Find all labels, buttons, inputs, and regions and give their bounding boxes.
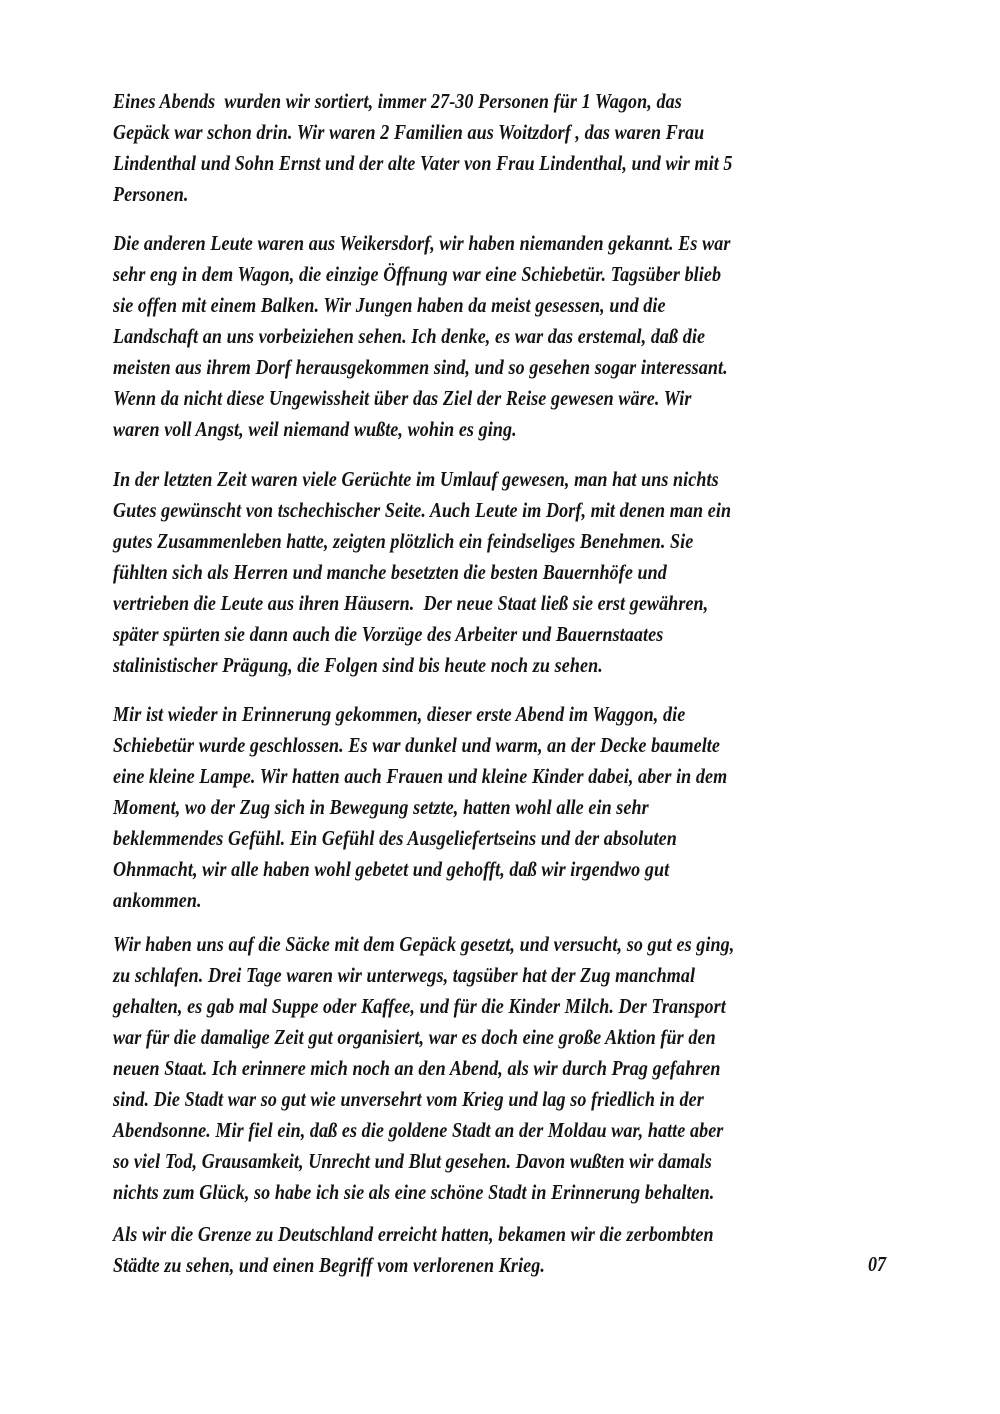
paragraph-4 <box>113 699 913 916</box>
text-line: sehr eng in dem Wagon, die einzige Öffnung war eine Schiebetür. Tagsüber blieb <box>113 262 722 286</box>
text-line: waren voll Angst, weil niemand wußte, wohin es ging. <box>113 417 517 441</box>
text-line: Ohnmacht, wir alle haben wohl gebetet und gehofft, daß wir irgendwo gut <box>113 857 670 881</box>
text-line: Moment, wo der Zug sich in Bewegung setzte, hatten wohl alle ein sehr <box>113 795 649 819</box>
text-line: Landschaft an uns vorbeiziehen sehen. Ich denke, es war das erstemal, daß die <box>113 324 706 348</box>
text-line: vertrieben die Leute aus ihren Häusern. Der neue Staat ließ sie erst gewähren, <box>113 591 709 615</box>
paragraph-5 <box>113 929 913 1208</box>
text-line: Mir ist wieder in Erinnerung gekommen, dieser erste Abend im Waggon, die <box>113 702 686 726</box>
text-line: sie offen mit einem Balken. Wir Jungen haben da meist gesessen, und die <box>113 293 666 317</box>
text-line: Lindenthal und Sohn Ernst und der alte Vater von Frau Lindenthal, und wir mit 5 <box>113 151 733 175</box>
text-line: so viel Tod, Grausamkeit, Unrecht und Blut gesehen. Davon wußten wir damals <box>113 1149 712 1173</box>
text-line: In der letzten Zeit waren viele Gerüchte im Umlauf gewesen, man hat uns nichts <box>113 467 719 491</box>
text-line: Als wir die Grenze zu Deutschland erreicht hatten, bekamen wir die zerbombten <box>113 1222 714 1246</box>
text-line: fühlten sich als Herren und manche besetzten die besten Bauernhöfe und <box>113 560 667 584</box>
text-line: nichts zum Glück, so habe ich sie als eine schöne Stadt in Erinnerung behalten. <box>113 1180 715 1204</box>
text-line: Städte zu sehen, und einen Begriff vom verlorenen Krieg. <box>113 1253 545 1277</box>
text-line: später spürten sie dann auch die Vorzüge des Arbeiter und Bauernstaates <box>113 622 664 646</box>
text-line: meisten aus ihrem Dorf herausgekommen sind, und so gesehen sogar interessant. <box>113 355 728 379</box>
text-line: beklemmendes Gefühl. Ein Gefühl des Ausgeliefertseins und der absoluten <box>113 826 677 850</box>
text-line: Gepäck war schon drin. Wir waren 2 Familien aus Woitzdorf , das waren Frau <box>113 120 705 144</box>
text-line: Wir haben uns auf die Säcke mit dem Gepäck gesetzt, und versucht, so gut es ging, <box>113 932 735 956</box>
text-line: Gutes gewünscht von tschechischer Seite. Auch Leute im Dorf, mit denen man ein <box>113 498 732 522</box>
text-line: stalinistischer Prägung, die Folgen sind bis heute noch zu sehen. <box>113 653 603 677</box>
paragraph-3 <box>113 464 913 681</box>
page-number: 07 <box>868 1252 887 1276</box>
paragraph-6 <box>113 1219 913 1281</box>
text-line: Eines Abends wurden wir sortiert, immer 27-30 Personen für 1 Wagon, das <box>113 89 682 113</box>
text-line: sind. Die Stadt war so gut wie unversehrt vom Krieg und lag so friedlich in der <box>113 1087 704 1111</box>
text-line: zu schlafen. Drei Tage waren wir unterwegs, tagsüber hat der Zug manchmal <box>113 963 696 987</box>
text-line: Abendsonne. Mir fiel ein, daß es die goldene Stadt an der Moldau war, hatte aber <box>113 1118 724 1142</box>
text-line: Die anderen Leute waren aus Weikersdorf, wir haben niemanden gekannt. Es war <box>113 231 731 255</box>
text-line: Personen. <box>113 182 189 206</box>
text-line: gutes Zusammenleben hatte, zeigten plötzlich ein feindseliges Benehmen. Sie <box>113 529 694 553</box>
text-line: Wenn da nicht diese Ungewissheit über das Ziel der Reise gewesen wäre. Wir <box>113 386 692 410</box>
text-line: war für die damalige Zeit gut organisiert, war es doch eine große Aktion für den <box>113 1025 716 1049</box>
text-line: neuen Staat. Ich erinnere mich noch an den Abend, als wir durch Prag gefahren <box>113 1056 721 1080</box>
text-line: eine kleine Lampe. Wir hatten auch Frauen und kleine Kinder dabei, aber in dem <box>113 764 728 788</box>
paragraph-1 <box>113 86 913 210</box>
text-line: Schiebetür wurde geschlossen. Es war dunkel und warm, an der Decke baumelte <box>113 733 720 757</box>
text-line: ankommen. <box>113 888 202 912</box>
text-line: gehalten, es gab mal Suppe oder Kaffee, und für die Kinder Milch. Der Transport <box>113 994 726 1018</box>
paragraph-2 <box>113 228 913 445</box>
